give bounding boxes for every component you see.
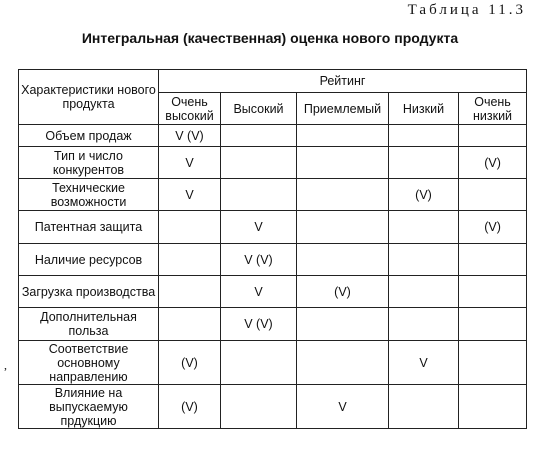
table-row — [19, 125, 527, 147]
rating-cell — [459, 179, 527, 211]
rating-cell — [297, 341, 389, 385]
rating-cell: (V) — [159, 385, 221, 429]
rating-cell — [389, 244, 459, 276]
rating-table — [18, 69, 527, 429]
row-label: Патентная защита — [19, 211, 159, 244]
table-row — [19, 276, 527, 308]
rating-cell: V — [159, 179, 221, 211]
table-number: Таблица 11.3 — [407, 2, 526, 18]
rating-cell — [221, 125, 297, 147]
rating-cell — [459, 308, 527, 341]
header-rating: Рейтинг — [159, 70, 527, 93]
rating-cell — [459, 125, 527, 147]
row-label: Соответствие основному направлению — [19, 341, 159, 385]
row-label: Технические возможности — [19, 179, 159, 211]
rating-cell — [159, 276, 221, 308]
rating-cell: V — [159, 147, 221, 179]
rating-cell — [159, 211, 221, 244]
rating-cell — [459, 244, 527, 276]
table-row — [19, 385, 527, 429]
rating-cell — [159, 244, 221, 276]
rating-cell — [389, 276, 459, 308]
rating-cell: V (V) — [159, 125, 221, 147]
rating-cell: (V) — [459, 211, 527, 244]
header-level: Низкий — [389, 93, 459, 125]
rating-cell — [221, 147, 297, 179]
rating-cell — [459, 341, 527, 385]
header-level: Очень низкий — [459, 93, 527, 125]
rating-cell — [297, 244, 389, 276]
rating-cell — [297, 147, 389, 179]
rating-cell: (V) — [159, 341, 221, 385]
rating-cell — [389, 385, 459, 429]
table-row — [19, 147, 527, 179]
table-row — [19, 308, 527, 341]
row-label: Наличие ресурсов — [19, 244, 159, 276]
row-label: Дополнительная польза — [19, 308, 159, 341]
rating-cell — [459, 385, 527, 429]
rating-cell — [297, 125, 389, 147]
rating-cell: (V) — [297, 276, 389, 308]
rating-cell: V (V) — [221, 244, 297, 276]
header-level: Приемлемый — [297, 93, 389, 125]
row-label: Тип и число конкурентов — [19, 147, 159, 179]
rating-cell: (V) — [459, 147, 527, 179]
table-body — [19, 125, 527, 429]
rating-cell: (V) — [389, 179, 459, 211]
rating-cell: V — [221, 211, 297, 244]
rating-cell — [297, 179, 389, 211]
header-level: Высокий — [221, 93, 297, 125]
header-row — [19, 70, 527, 93]
table-row — [19, 341, 527, 385]
rating-cell — [221, 341, 297, 385]
header-characteristic: Характеристики нового продукта — [19, 70, 159, 125]
table-title: Интегральная (качественная) оценка нового продукта — [81, 30, 459, 46]
rating-cell — [389, 125, 459, 147]
table-row — [19, 211, 527, 244]
margin-mark: , — [4, 358, 7, 372]
header-level: Очень высокий — [159, 93, 221, 125]
rating-cell — [389, 308, 459, 341]
row-label: Объем продаж — [19, 125, 159, 147]
rating-cell — [297, 308, 389, 341]
rating-cell: V — [389, 341, 459, 385]
rating-cell: V (V) — [221, 308, 297, 341]
rating-cell: V — [297, 385, 389, 429]
rating-cell — [221, 179, 297, 211]
rating-cell — [297, 211, 389, 244]
rating-cell — [459, 276, 527, 308]
rating-cell — [389, 211, 459, 244]
rating-cell — [221, 385, 297, 429]
row-label: Влияние на выпускаемую прдукцию — [19, 385, 159, 429]
rating-cell — [389, 147, 459, 179]
rating-cell: V — [221, 276, 297, 308]
row-label: Загрузка производства — [19, 276, 159, 308]
table-row — [19, 179, 527, 211]
rating-cell — [159, 308, 221, 341]
table-row — [19, 244, 527, 276]
